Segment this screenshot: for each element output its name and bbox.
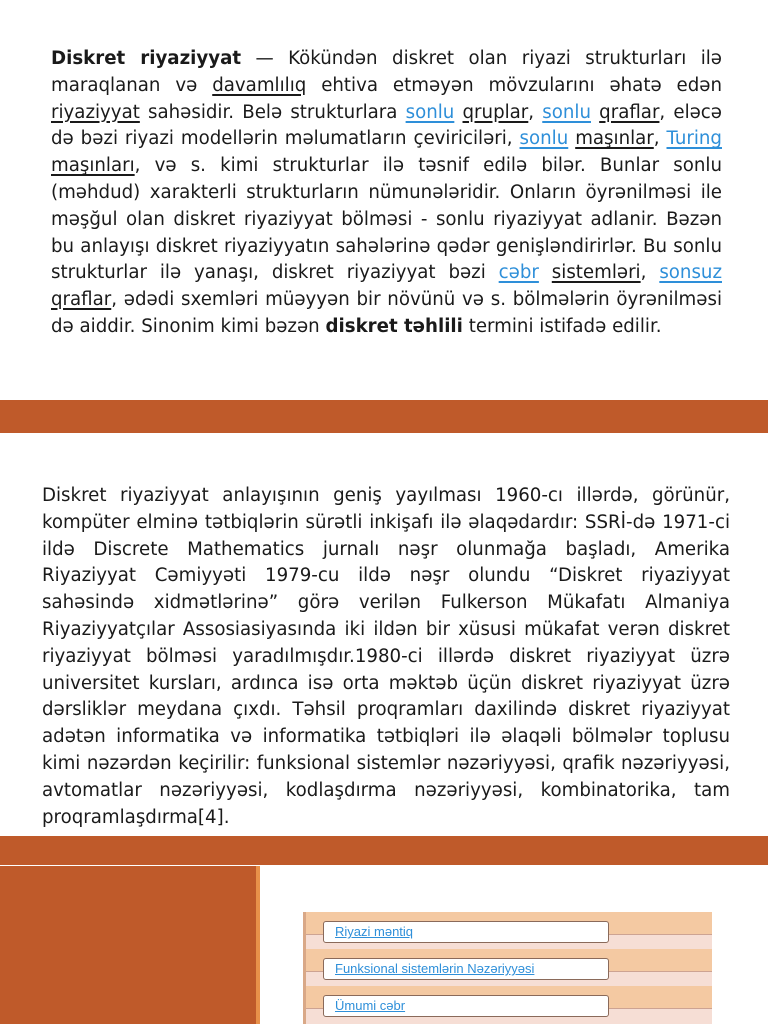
text-run: ehtiva etməyən mövzularını əhatə edən xyxy=(306,74,723,96)
link-cebr[interactable]: cəbr xyxy=(498,262,539,284)
text-run: , eləcə də bəzi riyazi modellərin məlumatların çeviriciləri, xyxy=(51,101,722,150)
link-davamliliq[interactable]: davamlılıq xyxy=(212,74,307,96)
text-run: , xyxy=(653,128,667,150)
text-run: , xyxy=(640,262,660,284)
text-run: termini istifadə edilir. xyxy=(462,315,662,337)
link-sonsuz[interactable]: sonsuz xyxy=(659,262,722,284)
decorative-panel xyxy=(0,866,256,1024)
text-run xyxy=(539,262,552,283)
text-run: , xyxy=(528,101,543,123)
text-run: sahəsidir. Belə strukturlara xyxy=(139,101,406,123)
section-divider-band xyxy=(0,836,768,865)
link-turing[interactable]: Turing xyxy=(666,128,722,150)
menu-row-edge xyxy=(303,912,306,951)
link-riyaziyyat[interactable]: riyaziyyat xyxy=(51,101,140,123)
menu-item-funksional-sistemler[interactable]: Funksional sistemlərin Nəzəriyyəsi xyxy=(323,958,609,980)
text-run xyxy=(454,102,462,123)
menu-item-umumi-cebr[interactable]: Ümumi cəbr xyxy=(323,995,609,1017)
link-masinlari[interactable]: maşınları xyxy=(51,155,135,177)
topic-menu xyxy=(303,912,712,1024)
text-run: — Kökündən diskret olan riyazi strukturları ilə maraqlanan və xyxy=(51,48,722,96)
text-run: , ədədi sxemləri müəyyən bir növünü və s. bölmələrin öyrənilməsi də aiddir. Sinonim kimi bəzən xyxy=(51,289,722,337)
link-sonlu-2[interactable]: sonlu xyxy=(542,101,591,123)
menu-row-edge xyxy=(303,949,306,988)
link-qraflar-2[interactable]: qraflar xyxy=(51,289,112,311)
history-paragraph: Diskret riyaziyyat anlayışının geniş yayılması 1960-cı illərdə, görünür, kompüter elminə tətbiqlərin sürətli inkişafı ilə əlaqədardır: SSRİ-də 1971-ci ildə Discrete Mathematics jurnalı nəşr olunmağa başladı, Amerika Riyaziyyat Cəmiyyəti 1979-cu ildə nəşr olundu “Diskret riyaziyyat sahəsində xidmətlərinə” görə verilən Fulkerson Mükafatı Almaniya Riyaziyyatçılar Assosiasiyasında iki ildən bir xüsusi mükafat verən diskret riyaziyyat bölməsi yaradılmışdır.1980-ci illərdə diskret riyaziyyat üzrə universitet kursları, ardınca isə orta məktəb üçün diskret riyaziyyat üzrə dərsliklər meydana çıxdı. Təhsil proqramları daxilində diskret riyaziyyat adətən informatika və informatika tətbiqləri ilə əlaqəli bölmələr toplusu kimi nəzərdən keçirilir: funksional sistemlər nəzəriyyəsi, qrafik nəzəriyyəsi, avtomatlar nəzəriyyəsi, kodlaşdırma nəzəriyyəsi, kombinatorika, tam proqramlaşdırma[4]. xyxy=(42,485,730,828)
term-synonym: diskret təhlili xyxy=(325,315,463,337)
link-sonlu-1[interactable]: sonlu xyxy=(405,101,455,123)
term-title: Diskret riyaziyyat xyxy=(51,48,242,69)
link-masinlar[interactable]: maşınlar xyxy=(575,128,654,150)
section-divider-band xyxy=(0,400,768,433)
intro-paragraph xyxy=(51,46,722,341)
link-sistemleri[interactable]: sistemləri xyxy=(551,262,641,284)
menu-row-edge xyxy=(303,986,306,1024)
link-qraflar-1[interactable]: qraflar xyxy=(599,101,660,123)
link-sonlu-3[interactable]: sonlu xyxy=(519,128,569,150)
text-run: , və s. kimi strukturlar ilə təsnif edilə bilər. Bunlar sonlu (məhdud) xarakterli strukturların nümunələridir. Onların öyrənilməsi ile məşğul olan diskret riyaziyyat bölməsi - sonlu riyaziyyat adlanir. Bəzən bu anlayışı diskret riyaziyyatın sahələrinə qədər genişləndirirlər. Bu sonlu strukturlar ilə yanaşı, diskret riyaziyyat bəzi xyxy=(51,155,722,284)
decorative-panel-edge xyxy=(256,866,260,1024)
menu-item-riyazi-mentiq[interactable]: Riyazi məntiq xyxy=(323,921,609,943)
link-qruplar[interactable]: qruplar xyxy=(462,101,529,123)
text-run xyxy=(591,102,599,123)
